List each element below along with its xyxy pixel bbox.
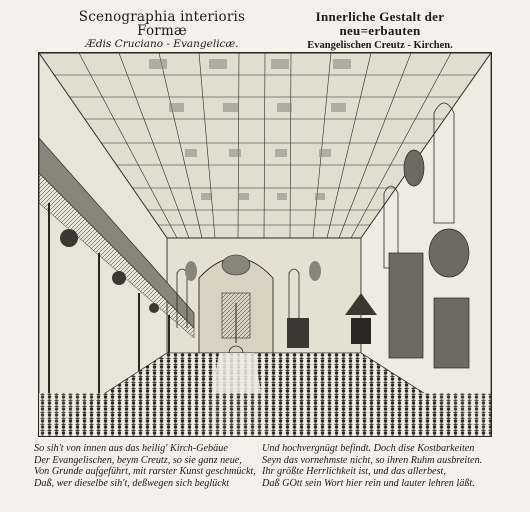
engraving-svg <box>39 53 491 436</box>
verse-left-line: Daß, wer dieselbe sih't, deßwegen sich beglückt <box>34 477 230 489</box>
latin-title-line1: Scenographia interioris Formæ <box>78 9 246 40</box>
verse-right-line: Seyn das vornehmste nicht, so ihren Ruhm ausbreiten. <box>262 454 483 466</box>
german-title-line1: Innerliche Gestalt der neu=erbauten <box>315 9 445 39</box>
verse-left-line: So sih't von innen aus das heilig' Kirch-Gebäue <box>34 443 228 454</box>
verse-right-line: Und hochvergnügt befindt. Doch dise Kostbarkeiten <box>262 443 475 454</box>
latin-title <box>62 10 262 50</box>
verse-left-line: Von Grunde aufgeführt, mit rarster Kunst geschmückt, <box>34 466 256 477</box>
verse-right-line: Daß GOtt sein Wort hier rein und lauter lehren läßt. <box>262 477 475 489</box>
latin-title-line2: Ædis Cruciano - Evangelicæ. <box>85 38 239 51</box>
german-title <box>280 10 480 51</box>
verse-right <box>262 443 502 489</box>
verse-left <box>34 443 274 489</box>
german-title-line2: Evangelischen Creutz - Kirchen. <box>307 39 453 51</box>
church-interior-engraving <box>38 52 492 437</box>
verse-right-line: Ihr größte Herrlichkeit ist, und das allerbest, <box>262 466 446 477</box>
verse-left-line: Der Evangelischen, beym Creutz, so sie ganz neue, <box>34 454 242 466</box>
